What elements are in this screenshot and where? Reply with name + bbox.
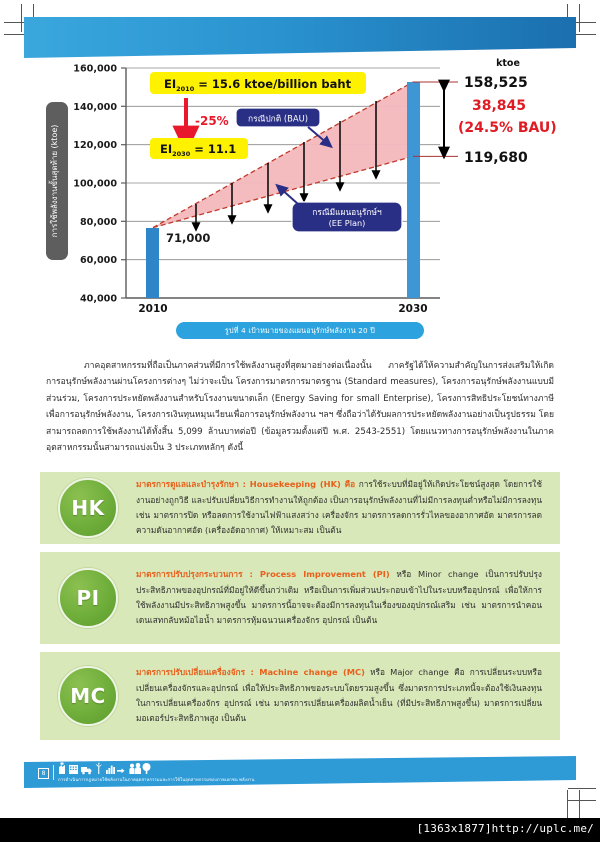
badge-pi-icon: PI [58,568,118,628]
measure-lead-mc: มาตรการปรับเปลี่ยนเครื่องจักร : Machine change (MC) [136,667,365,678]
svg-text:EI2010 = 15.6 ktoe/billion bah: $EI_{2010} = 15.6$ ktoe/billion baht [164,77,352,93]
footer-note: การดำเนินการกฎหมายใช้พลังงานในภาคอุตสาหกรรมและการใช้ในอุตสาหกรรมของภาคเอกชน พลังงาน [58,778,255,783]
measure-text-hk [136,477,560,539]
measure-body-pi: หรือ Minor change เป็นการปรับปรุงประสิทธิภาพของอุปกรณ์ที่มีอยู่ให้ดีขึ้นกว่าเดิม หรือเป็นการเพิ่มส่วนประกอบเข้าไปในระบบหรืออุปกรณ์ เพื่อให้การใช้พลังงานมีประสิทธิภาพสูงขึ้น มาตรการนี้อาจจะต้องมีการลงทุนในเรื่องของอุปกรณ์เสริม เช่น มาตรการนำคอนเดนเสทกลับหม้อไอน้ำ มาตรการหุ้มฉนวนเครื่องจักร อุปกรณ์ เป็นต้น [136,569,542,626]
top-banner [24,17,576,58]
callout-ei-2030 [150,138,248,159]
callout-ei-2010 [150,72,366,94]
svg-text:การใช้พลังงานขั้นสุดท้าย (ktoe: การใช้พลังงานขั้นสุดท้าย (ktoe) [50,124,59,238]
ytick-60000: 60,000 [79,255,117,267]
xtick-2030: 2030 [398,303,428,314]
badge-wrap-mc [40,666,136,726]
ytick-100000: 100,000 [73,178,117,190]
factory-icon [59,763,65,775]
svg-text:EI2030 = 11.1: $EI_{2030} = 11.1$ [160,142,237,158]
watermark-strip [0,818,600,842]
measure-body-hk: การใช้ระบบที่มีอยู่ให้เกิดประโยชน์สูงสุด โดยการใช้งานอย่างถูกวิธี และปรับเปลี่ยนวิธีการทำงานให้ถูกต้อง เป็นการอนุรักษ์พลังงานที่ไม่มีการลงทุนต่ำหรือไม่มีการลงทุน เช่น มาตรการปิด หรือลดการใช้งานไฟฟ้าแสงสว่าง เครื่องจักร มาตรการลดการรั่วไหลของอากาศอัด มาตรการลดความดันอากาศอัด (เครื่องอัดอากาศ) ให้เหมาะสม เป็นต้น [136,479,542,536]
crop-mark-line [568,800,596,801]
badge-mc-icon: MC [58,666,118,726]
ytick-40000: 40,000 [79,293,117,305]
page-number: 8 [38,768,49,779]
badge-wrap-hk [40,478,136,538]
footer-divider [53,765,54,780]
svg-text:กรณีปกติ (BAU): กรณีปกติ (BAU) [248,113,308,124]
footer-content [24,756,576,788]
ytick-80000: 80,000 [79,216,117,228]
bar-2030 [407,82,420,298]
measure-card-pi [40,552,560,644]
value-saving-pct: (24.5% BAU) [458,120,557,136]
measure-body-mc: หรือ Major change คือ การเปลี่ยนระบบหรือเปลี่ยนเครื่องจักรและอุปกรณ์ เพื่อให้ประสิทธิภาพของระบบโดยรวมสูงขึ้น ซึ่งมาตรการประเภทนี้จะต้องใช้เงินลงทุนในการเปลี่ยนเครื่องจักร อุปกรณ์ เช่น มาตรการเปลี่ยนเครื่องผลิตน้ำเย็น (ที่มีประสิทธิภาพสูงขึ้น) มาตรการเปลี่ยนมอเตอร์ประสิทธิภาพสูง เป็นต้น [136,667,542,724]
value-top: 158,525 [464,75,528,91]
watermark-text: [1363x1877]http://uplc.me/ [416,822,594,835]
measure-card-hk [40,472,560,544]
svg-text:กรณีมีแผนอนุรักษ์ฯ: กรณีมีแผนอนุรักษ์ฯ [312,207,382,217]
crop-mark-line [567,790,568,818]
ytick-120000: 120,000 [73,140,117,152]
arrow-right-icon [117,768,125,773]
crop-mark-line [568,788,596,789]
measure-lead-hk: มาตรการดูแลและบำรุงรักษา : Housekeeping (HK) คือ [136,479,356,490]
bar-label-2010: 71,000 [166,231,211,245]
badge-wrap-pi [40,568,136,628]
xtick-2010: 2010 [138,303,168,314]
unit-label-ktoe: ktoe [496,58,520,69]
bar-chart-icon [106,766,115,774]
building-icon [69,765,78,774]
badge-hk-icon: HK [58,478,118,538]
y-axis-title [46,102,68,260]
figure-chart [40,56,560,314]
tree-icon [143,763,151,774]
value-saving: 38,845 [472,98,527,114]
figure-caption: รูปที่ 4 เป้าหมายของแผนอนุรักษ์พลังงาน 20 ปี [176,322,424,339]
measure-text-pi [136,567,560,629]
ytick-140000: 140,000 [73,101,117,113]
reduction-label: -25% [195,114,229,128]
windmill-icon [96,763,103,774]
measure-card-mc [40,652,560,740]
bar-2010 [146,228,159,298]
truck-icon [81,767,91,774]
crop-mark-line [579,4,580,32]
body-paragraph: ภาคอุตสาหกรรมที่ถือเป็นภาคส่วนที่มีการใช้พลังงานสูงที่สุดมาอย่างต่อเนื่องนั้น ภาครัฐได้ให้ความสำคัญในการส่งเสริมให้เกิดการอนุรักษ์พลังงานผ่านโครงการต่างๆ ไม่ว่าจะเป็น โครงการมาตรการมาตรฐาน (Standard measures), โครงการอนุรักษ์พลังงานแบบมีส่วนร่วม, โครงการประหยัดพลังงานสำหรับโรงงานขนาดเล็ก (Energy Saving for small Enterprise), โครงการสิทธิประโยชน์ทางภาษีเพื่อการอนุรักษ์พลังงาน, โครงการเงินทุนหมุนเวียนเพื่อการอนุรักษ์พลังงาน ฯลฯ ซึ่งถือว่าได้รับผลการประหยัดพลังงานอย่างเป็นรูปธรรม โดยสามารถลดการใช้พลังงานได้ทั้งสิ้น 5,099 ล้านบาทต่อปี (ข้อมูลรวมตั้งแต่ปี พ.ศ. 2543-2551) โดยแนวทางการอนุรักษ์พลังงานในภาคอุตสาหกรรมนั้นสามารถแบ่งเป็น 3 ประเภทหลักๆ ดังนี้ [46,361,554,454]
ytick-160000: 160,000 [73,63,117,75]
people-icon [129,763,141,774]
measure-text-mc [136,665,560,727]
footer-banner [24,756,576,788]
measure-lead-pi: มาตรการปรับปรุงกระบวนการ : Process Improvement (PI) [136,569,390,580]
svg-text:(EE Plan): (EE Plan) [328,218,366,228]
crop-mark-line [21,4,22,32]
value-bottom: 119,680 [464,150,528,166]
footer-industry-icons [58,762,162,775]
crop-mark-line [579,790,580,818]
